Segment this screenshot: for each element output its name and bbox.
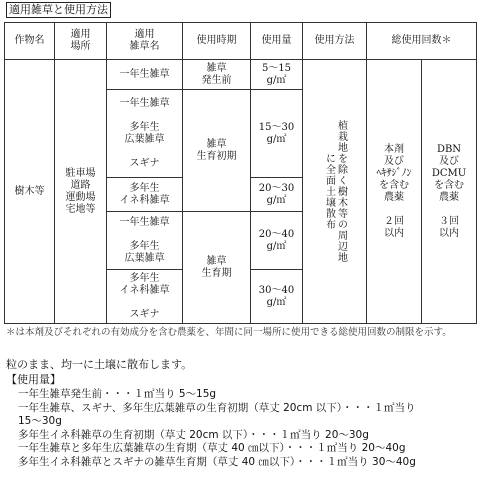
header-row [5,23,477,60]
amount-cell: 5～15 g/㎡ [251,60,303,90]
header-timing: 使用時期 [183,23,251,60]
weed-cell: 多年生 イネ科雑草 [107,178,183,212]
usage-table [4,22,477,324]
list-item: 多年生イネ科雑草とスギナの雑草生育期（草丈 40 ㎝以下）・・・１㎡当り 30～40g [18,455,416,468]
weed-cell: 一年生雑草 多年生 広葉雑草 [107,212,183,270]
instruction-text: 粒のまま、均一に土壌に散布します。 [6,358,193,371]
header-crop: 作物名 [5,23,55,60]
timing-cell: 雑草 発生前 [183,60,251,90]
weed-cell: 一年生雑草 多年生 広葉雑草 スギナ [107,90,183,178]
method-cell [303,60,367,324]
list-item: 多年生イネ科雑草の生育初期（草丈 20cm 以下）・・・１㎡当り 20～30g [18,428,369,441]
count-cell-a: 本剤 及び ﾍｷｻｼﾞﾉﾝ を含む 農薬 ２回 以内 [367,60,422,324]
amount-cell: 30～40 g/㎡ [251,270,303,324]
header-method: 使用方法 [303,23,367,60]
method-text: 植栽地を除く樹木等の周辺地に全面土壌散布 [323,120,347,263]
weed-cell: 多年生 イネ科雑草 スギナ [107,270,183,324]
usage-amount-heading: 【使用量】 [6,373,61,386]
list-item: 15～30g [18,415,62,428]
footnote: ＊は本剤及びそれぞれの有効成分を含む農薬を、年間に同一場所に使用できる総使用回数の制限を示す。 [6,327,452,338]
header-amount: 使用量 [251,23,303,60]
count-cell-b: DBN 及び DCMU を含む 農薬 ３回 以内 [422,60,477,324]
header-weed: 適用 雑草名 [107,23,183,60]
timing-cell: 雑草 生育期 [183,212,251,324]
header-place: 適用 場所 [55,23,107,60]
table-row [5,60,477,90]
list-item: 一年生雑草発生前・・・１㎡当り 5～15g [18,388,217,400]
timing-cell: 雑草 生育初期 [183,90,251,212]
crop-cell: 樹木等 [5,60,55,324]
weed-cell: 一年生雑草 [107,60,183,90]
amount-cell: 20～30 g/㎡ [251,178,303,212]
amount-cell: 20～40 g/㎡ [251,212,303,270]
place-cell: 駐車場 道路 運動場 宅地等 [55,60,107,324]
header-total-count: 総使用回数＊ [367,23,477,60]
usage-amount-list [18,388,478,470]
list-item: 一年生雑草と多年生広葉雑草の生育期（草丈 40 ㎝以下）・・・１㎡当り 20～40g [18,442,406,455]
amount-cell: 15～30 g/㎡ [251,90,303,178]
page-title: 適用雑草と使用方法 [6,2,111,18]
list-item: 一年生雑草、スギナ、多年生広葉雑草の生育初期（草丈 20cm 以下）・・・１㎡当り [18,401,416,414]
